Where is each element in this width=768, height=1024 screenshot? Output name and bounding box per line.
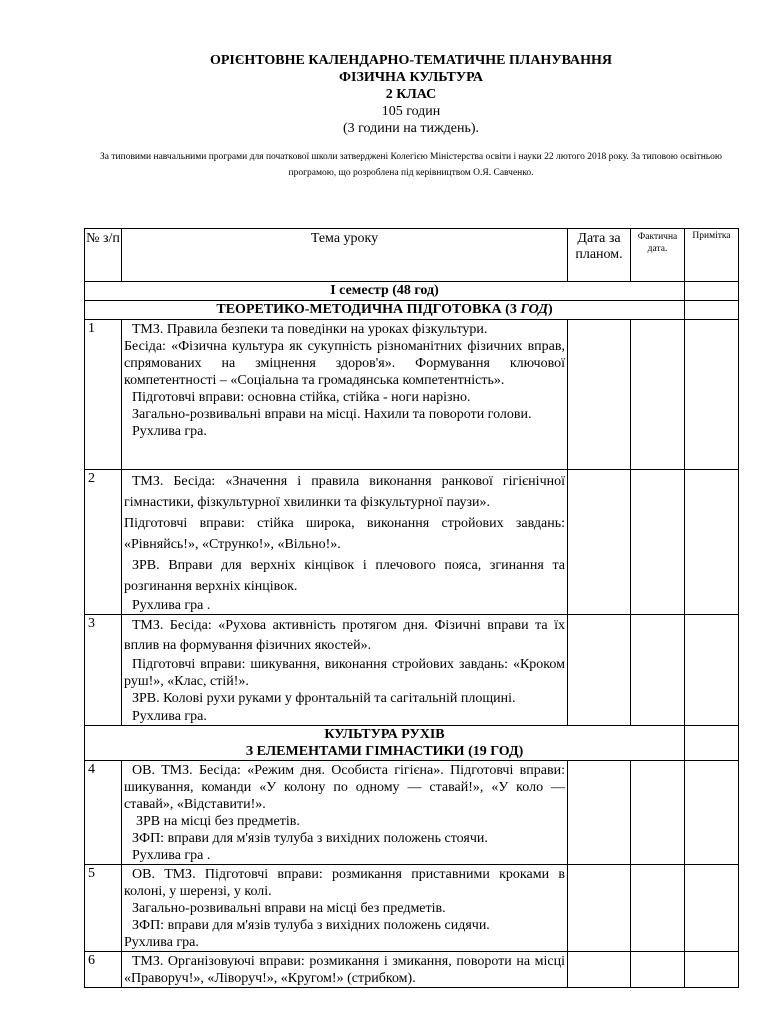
lesson-topic (122, 952, 568, 988)
topic-line: Рухлива гра. (132, 424, 207, 439)
remark-cell (685, 952, 739, 988)
actual-date-cell (631, 615, 685, 726)
topic-line: Загально-розвивальні вправи на місці. Нахили та повороти голови. (132, 407, 532, 422)
header-topic: Тема уроку (122, 229, 568, 282)
section-heading-movement (85, 726, 685, 761)
header-remark: Примітка (685, 229, 739, 282)
topic-line: ТМЗ. Бесіда: «Значення і правила виконання ранкової гігієнічної гімнастики, фізкультурної хвилинки та фізкультурної паузи». (124, 474, 565, 510)
topic-line: ЗРВ. Колові рухи руками у фронтальній та сагітальній площині. (132, 691, 516, 706)
section-row (85, 726, 739, 761)
actual-date-cell (631, 320, 685, 470)
actual-date-cell (631, 865, 685, 952)
topic-line: Підготовчі вправи: шикування, виконання стройових завдань: «Кроком руш!», «Клас, стій!». (124, 657, 565, 689)
planned-date-cell (568, 470, 631, 615)
hours-per-week: (3 години на тиждень). (342, 121, 480, 136)
actual-date-cell (631, 470, 685, 615)
row-number: 2 (85, 470, 122, 615)
lesson-topic (122, 865, 568, 952)
topic-line: Рухлива гра . (132, 598, 211, 613)
topic-line: ЗРВ на місці без предметів. (136, 814, 300, 829)
lesson-topic (122, 470, 568, 615)
section-heading-line: КУЛЬТУРА РУХІВ (324, 727, 445, 742)
row-number: 3 (85, 615, 122, 726)
remark-cell (685, 301, 739, 320)
topic-line: ТМЗ. Правила безпеки та поведінки на уроках фізкультури. (132, 322, 488, 337)
planned-date-cell (568, 615, 631, 726)
topic-line: ТМЗ. Організовуючі вправи: розмикання і змикання, повороти на місці «Праворуч!», «Ліворуч!», «Кругом!» (стрибком). (124, 954, 565, 986)
program-note: За типовими навчальними програми для початкової школи затверджені Колегією Міністерства освіти і науки 22 лютого 2018 року. За типовою освітньою програмою, що розроблена під керівництвом О.Я. Савченко. (100, 152, 722, 178)
header-number: № з/п (85, 229, 122, 282)
total-hours: 105 годин (381, 104, 441, 119)
planned-date-cell (568, 761, 631, 865)
row-number: 1 (85, 320, 122, 470)
row-number: 4 (85, 761, 122, 865)
remark-cell (685, 282, 739, 301)
planned-date-cell (568, 320, 631, 470)
topic-line: Бесіда: «Фізична культура як сукупність різноманітних фізичних вправ, спрямованих на зміцнення здоров'я». Формування ключової компетентності – «Соціальна та громадянська компетентність». (124, 339, 565, 388)
topic-line: Рухлива гра . (132, 848, 211, 863)
remark-cell (685, 761, 739, 865)
actual-date-cell (631, 761, 685, 865)
semester-row (85, 282, 739, 301)
lesson-topic (122, 320, 568, 470)
topic-line: Рухлива гра. (132, 709, 207, 724)
row-number: 5 (85, 865, 122, 952)
section-row (85, 301, 739, 320)
document-title: ОРІЄНТОВНЕ КАЛЕНДАРНО-ТЕМАТИЧНЕ ПЛАНУВАННЯ (209, 53, 613, 68)
table-row (85, 615, 739, 726)
remark-cell (685, 865, 739, 952)
header-actual-date: Фактична дата. (631, 229, 685, 282)
remark-cell (685, 320, 739, 470)
lesson-topic (122, 761, 568, 865)
topic-line: Підготовчі вправи: основна стійка, стійка - ноги нарізно. (132, 390, 471, 405)
semester-heading: І семестр (48 год) (85, 282, 685, 301)
section-heading-theory: ТЕОРЕТИКО-МЕТОДИЧНА ПІДГОТОВКА (3 ГОД) (85, 301, 685, 320)
topic-line: Загально-розвивальні вправи на місці без предметів. (132, 901, 446, 916)
table-row (85, 865, 739, 952)
row-number: 6 (85, 952, 122, 988)
planned-date-cell (568, 952, 631, 988)
planned-date-cell (568, 865, 631, 952)
table-row (85, 470, 739, 615)
lesson-topic (122, 615, 568, 726)
document-header (84, 52, 738, 181)
topic-line: Підготовчі вправи: стійка широка, виконання стройових завдань: «Рівняйсь!», «Струнко!», «Вільно!». (124, 516, 565, 552)
planning-table (84, 228, 739, 988)
table-header-row (85, 229, 739, 282)
topic-line: ОВ. ТМЗ. Підготовчі вправи: розмикання приставними кроками в колоні, у шерензі, у колі. (124, 867, 565, 899)
topic-line: ЗФП: вправи для м'язів тулуба з вихідних положень сидячи. (132, 918, 490, 933)
header-planned-date: Дата за планом. (568, 229, 631, 282)
grade-title: 2 КЛАС (385, 87, 437, 102)
table-row (85, 320, 739, 470)
table-row (85, 761, 739, 865)
table-row (85, 952, 739, 988)
subject-title: ФІЗИЧНА КУЛЬТУРА (339, 70, 483, 85)
topic-line: ЗРВ. Вправи для верхніх кінцівок і плечового пояса, згинання та розгинання верхніх кінцівок. (124, 558, 565, 594)
section-heading-line: З ЕЛЕМЕНТАМИ ГІМНАСТИКИ (19 ГОД) (245, 744, 524, 759)
topic-line: ОВ. ТМЗ. Бесіда: «Режим дня. Особиста гігієна». Підготовчі вправи: шикування, команди «У колону по одному — ставай!», «У коло — ставай», «Відставити!». (124, 763, 565, 812)
topic-line: ЗФП: вправи для м'язів тулуба з вихідних положень стоячи. (132, 831, 488, 846)
remark-cell (685, 615, 739, 726)
topic-line: Рухлива гра. (124, 935, 199, 950)
remark-cell (685, 726, 739, 761)
topic-line: ТМЗ. Бесіда: «Рухова активність протягом дня. Фізичні вправи та їх вплив на формування фізичних якостей». (124, 618, 565, 653)
remark-cell (685, 470, 739, 615)
actual-date-cell (631, 952, 685, 988)
